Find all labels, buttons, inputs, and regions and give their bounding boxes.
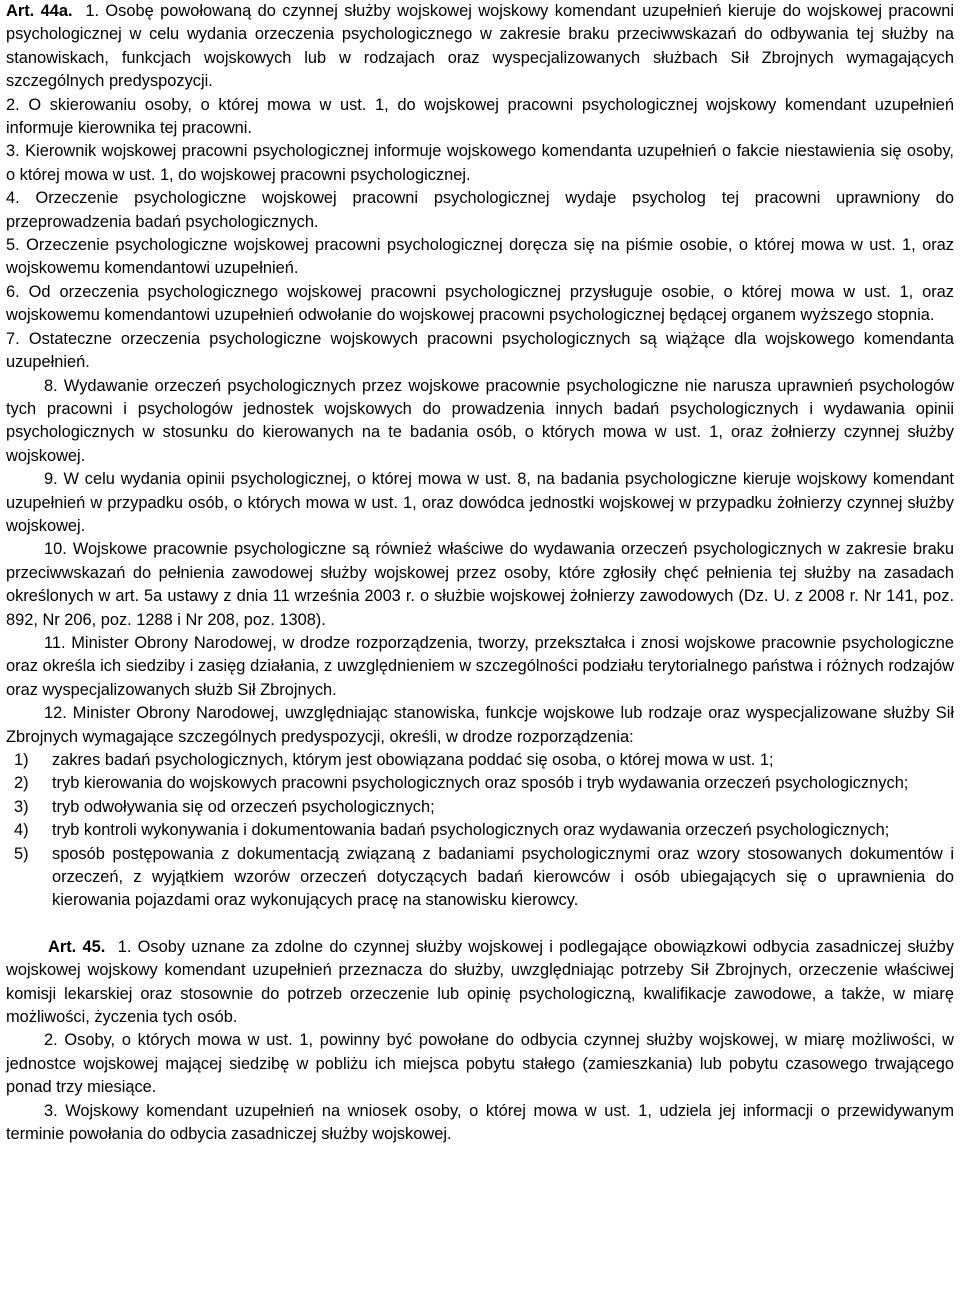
art44a-regulation-list xyxy=(6,749,954,913)
list-item-number: 4) xyxy=(14,821,29,840)
list-item-number: 1) xyxy=(14,751,29,769)
art44a-para-10: 10. Wojskowe pracownie psychologiczne są również właściwe do wydawania orzeczeń psychologicznych w zakresie braku przeciwwskazań do pełnienia zawodowej służby wojskowej przez osoby, które zgłosiły chęć pełnienia tej służby na zasadach określonych w art. 5a ustawy z dnia 11 września 2003 r. o służbie wojskowej żołnierzy zawodowych (Dz. U. z 2008 r. Nr 141, poz. 892, Nr 206, poz. 1288 i Nr 208, poz. 1308). xyxy=(6,540,954,629)
list-item-number: 5) xyxy=(14,844,29,863)
art44a-para-1-text: 1. Osobę powołowaną do czynnej służby wojskowej wojskowy komendant uzupełnień kieruje do wojskowej pracowni psychologicznej w celu wydania orzeczenia psychologicznego w zakresie braku przeciwwskazań do odbywania tej służby na stanowiskach, funkcjach wojskowych lub w rodzajach oraz wyspecjalizowanych służbach Sił Zbrojnych wymagających szczególnych predyspozycji. xyxy=(6,2,954,91)
list-item xyxy=(6,843,954,913)
art44a-para-6: 6. Od orzeczenia psychologicznego wojskowej pracowni psychologicznej przysługuje osobie, o której mowa w ust. 1, oraz wojskowemu komendantowi uzupełnień odwołanie do wojskowej pracowni psychologicznej będącej organem wyższego stopnia. xyxy=(6,282,954,325)
art44a-para-2: 2. O skierowaniu osoby, o której mowa w ust. 1, do wojskowej pracowni psychologicznej wojskowy komendant uzupełnień informuje kierownika tej pracowni. xyxy=(6,95,954,138)
list-item-text: zakres badań psychologicznych, którym jest obowiązana poddać się osoba, o której mowa w ust. 1; xyxy=(52,751,774,769)
list-item-number: 3) xyxy=(14,797,29,816)
art45-para-3: 3. Wojskowy komendant uzupełnień na wniosek osoby, o której mowa w ust. 1, udziela jej informacji o przewidywanym terminie powołania do odbycia zasadniczej służby wojskowej. xyxy=(6,1101,954,1144)
art44a-para-12: 12. Minister Obrony Narodowej, uwzględniając stanowiska, funkcje wojskowe lub rodzaje oraz wyspecjalizowane służby Sił Zbrojnych wymagające szczególnych predyspozycji, określi, w drodze rozporządzenia: xyxy=(6,704,954,746)
art45-para-1-text: 1. Osoby uznane za zdolne do czynnej służby wojskowej i podlegające obowiązkowi odbycia zasadniczej służby wojskowej wojskowy komendant uzupełnień przeznacza do służby, uwzględniając potrzeby Sił Zbrojnych, orzeczenie właściwej komisji lekarskiej oraz stosownie do potrzeb orzeczenie lub opinię psychologiczną, kwalifikacje zawodowe, a także, w miarę możliwości, życzenia tych osób. xyxy=(6,937,954,1027)
art44a-para-7: 7. Ostateczne orzeczenia psychologiczne wojskowych pracowni psychologicznych są wiążące dla wojskowego komendanta uzupełnień. xyxy=(6,329,954,372)
list-item xyxy=(6,772,954,795)
art44a-para-11: 11. Minister Obrony Narodowej, w drodze rozporządzenia, tworzy, przekształca i znosi wojskowe pracownie psychologiczne oraz określa ich siedziby i zasięg działania, z uwzględnieniem w szczególności podziału terytorialnego państwa i różnych rodzajów oraz wyspecjalizowanych służb Sił Zbrojnych. xyxy=(6,633,954,699)
art44a-para-1 xyxy=(6,0,954,94)
art44a-para-3: 3. Kierownik wojskowej pracowni psychologicznej informuje wojskowego komendanta uzupełnień o fakcie niestawienia się osoby, o której mowa w ust. 1, do wojskowej pracowni psychologicznej. xyxy=(6,142,954,184)
art44a-para-5: 5. Orzeczenie psychologiczne wojskowej pracowni psychologicznej doręcza się na piśmie osobie, o której mowa w ust. 1, oraz wojskowemu komendantowi uzupełnień. xyxy=(6,236,954,278)
list-item-text: tryb odwoływania się od orzeczeń psychologicznych; xyxy=(52,797,435,816)
art44a-para-4: 4. Orzeczenie psychologiczne wojskowej pracowni psychologicznej wydaje psycholog tej pracowni uprawniony do przeprowadzenia badań psychologicznych. xyxy=(6,189,954,231)
art45-para-1 xyxy=(6,936,954,1030)
section-spacer xyxy=(6,913,954,936)
art45-heading: Art. 45. xyxy=(48,937,106,956)
list-item-number: 2) xyxy=(14,774,29,793)
art44a-para-8: 8. Wydawanie orzeczeń psychologicznych przez wojskowe pracownie psychologiczne nie narusza uprawnień psychologów tych pracowni i psychologów jednostek wojskowych do prowadzenia innych badań psychologicznych i wydawania opinii psychologicznych w stosunku do kierowanych na te badania osób, o których mowa w ust. 1, oraz żołnierzy czynnej służby wojskowej. xyxy=(6,376,954,465)
art45-para-2: 2. Osoby, o których mowa w ust. 1, powinny być powołane do odbycia czynnej służby wojskowej, w miarę możliwości, w jednostce wojskowej mającej siedzibę w pobliżu ich miejsca pobytu stałego (zamieszkania) lub pobytu czasowego trwającego ponad trzy miesiące. xyxy=(6,1031,954,1097)
list-item-text: tryb kontroli wykonywania i dokumentowania badań psychologicznych oraz wydawania orzeczeń psychologicznych; xyxy=(52,821,890,840)
list-item-text: tryb kierowania do wojskowych pracowni psychologicznych oraz sposób i tryb wydawania orzeczeń psychologicznych; xyxy=(52,774,909,793)
list-item xyxy=(6,819,954,842)
art44a-heading: Art. 44a. xyxy=(6,2,73,20)
art44a-para-9: 9. W celu wydania opinii psychologicznej, o której mowa w ust. 8, na badania psychologiczne kieruje wojskowy komendant uzupełnień w przypadku osób, o których mowa w ust. 1, oraz dowódca jednostki wojskowej w przypadku żołnierzy czynnej służby wojskowej. xyxy=(6,470,954,535)
list-item xyxy=(6,796,954,819)
list-item xyxy=(6,749,954,772)
list-item-text: sposób postępowania z dokumentacją związaną z badaniami psychologicznymi oraz wzory stosowanych dokumentów i orzeczeń, z wyjątkiem wzorów orzeczeń dotyczących badań kierowców i osób ubiegających się o uprawnienia do kierowania pojazdami oraz wykonujących pracę na stanowisku kierowcy. xyxy=(52,844,954,910)
